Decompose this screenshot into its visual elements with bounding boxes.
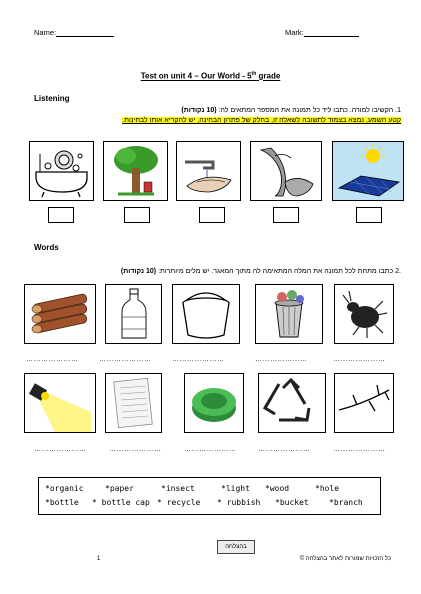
word-bank-item: *wood xyxy=(265,484,290,493)
bucket-icon xyxy=(172,284,240,344)
answer-blank-4[interactable]: ………………… xyxy=(255,356,308,363)
answer-blank-6[interactable]: ………………… xyxy=(34,446,87,453)
listening-instruction: 1. הקשיבו למורה. כתבו ליד כל תמונה את המספר המתאים לה: (10 נקודות) xyxy=(181,107,401,114)
solar-panel-icon xyxy=(332,141,404,201)
answer-box-1[interactable] xyxy=(48,207,74,223)
rubbish-bin-icon xyxy=(255,284,323,344)
answer-blank-9[interactable]: ………………… xyxy=(258,446,311,453)
word-bank-item: * recycle xyxy=(157,498,201,507)
word-bank-item: *bucket xyxy=(275,498,309,507)
mark-field[interactable] xyxy=(285,28,359,37)
page-number: 1 xyxy=(97,556,101,562)
answer-box-2[interactable] xyxy=(124,207,150,223)
answer-blank-2[interactable]: ………………… xyxy=(99,356,152,363)
answer-blank-10[interactable]: ………………… xyxy=(333,446,386,453)
paper-icon xyxy=(105,373,162,433)
word-bank-item: *organic xyxy=(45,484,84,493)
bottle-cap-icon xyxy=(184,373,244,433)
tree-bag-icon xyxy=(103,141,168,201)
answer-blank-3[interactable]: ………………… xyxy=(172,356,225,363)
answer-blank-1[interactable]: ………………… xyxy=(26,356,79,363)
recycle-icon xyxy=(258,373,326,433)
word-bank-item: *insect xyxy=(161,484,195,493)
hands-washing-icon xyxy=(176,141,241,201)
answer-blank-7[interactable]: ………………… xyxy=(109,446,162,453)
word-bank xyxy=(38,477,381,515)
answer-blank-8[interactable]: ………………… xyxy=(184,446,237,453)
branch-icon xyxy=(334,373,394,433)
word-bank-item: * bottle cap xyxy=(92,498,150,507)
copyright-text: כל הזכויות שמורות לאתר בהצלחה © xyxy=(299,556,391,562)
word-bank-item: *light xyxy=(221,484,250,493)
page-title: Test on unit 4 – Our World - 5th grade xyxy=(140,71,281,81)
spotlight-icon xyxy=(24,373,96,433)
name-label: Name: xyxy=(34,28,57,37)
answer-box-3[interactable] xyxy=(199,207,225,223)
answer-box-4[interactable] xyxy=(273,207,299,223)
word-bank-item: *branch xyxy=(329,498,363,507)
listening-heading: Listening xyxy=(34,94,70,103)
answer-box-5[interactable] xyxy=(356,207,382,223)
wood-logs-icon xyxy=(24,284,96,344)
lion-bath-icon xyxy=(29,141,94,201)
bottle-icon xyxy=(105,284,162,344)
name-field[interactable] xyxy=(34,28,114,37)
elephant-trunk-icon xyxy=(250,141,322,201)
mark-label: Mark: xyxy=(285,28,304,37)
words-instruction: .2 כתבו מתחת לכל תמונה את המלה המתאימה לה מתוך המאגר. יש מלים מיותרות: (10 נקודות) xyxy=(120,268,401,275)
listening-note: קטע השמע, נמצא בצמוד לתשובה לשאלה זו, בחלק של פתרון הבחינה, יש להקריא אותו לבחינות. xyxy=(122,117,401,124)
site-logo: בהצלחה xyxy=(217,540,255,554)
word-bank-item: * rubbish xyxy=(217,498,261,507)
answer-blank-5[interactable]: ………………… xyxy=(333,356,386,363)
word-bank-item: *paper xyxy=(105,484,134,493)
words-heading: Words xyxy=(34,243,59,252)
word-bank-item: *bottle xyxy=(45,498,79,507)
word-bank-item: *hole xyxy=(315,484,340,493)
beetle-icon xyxy=(334,284,394,344)
